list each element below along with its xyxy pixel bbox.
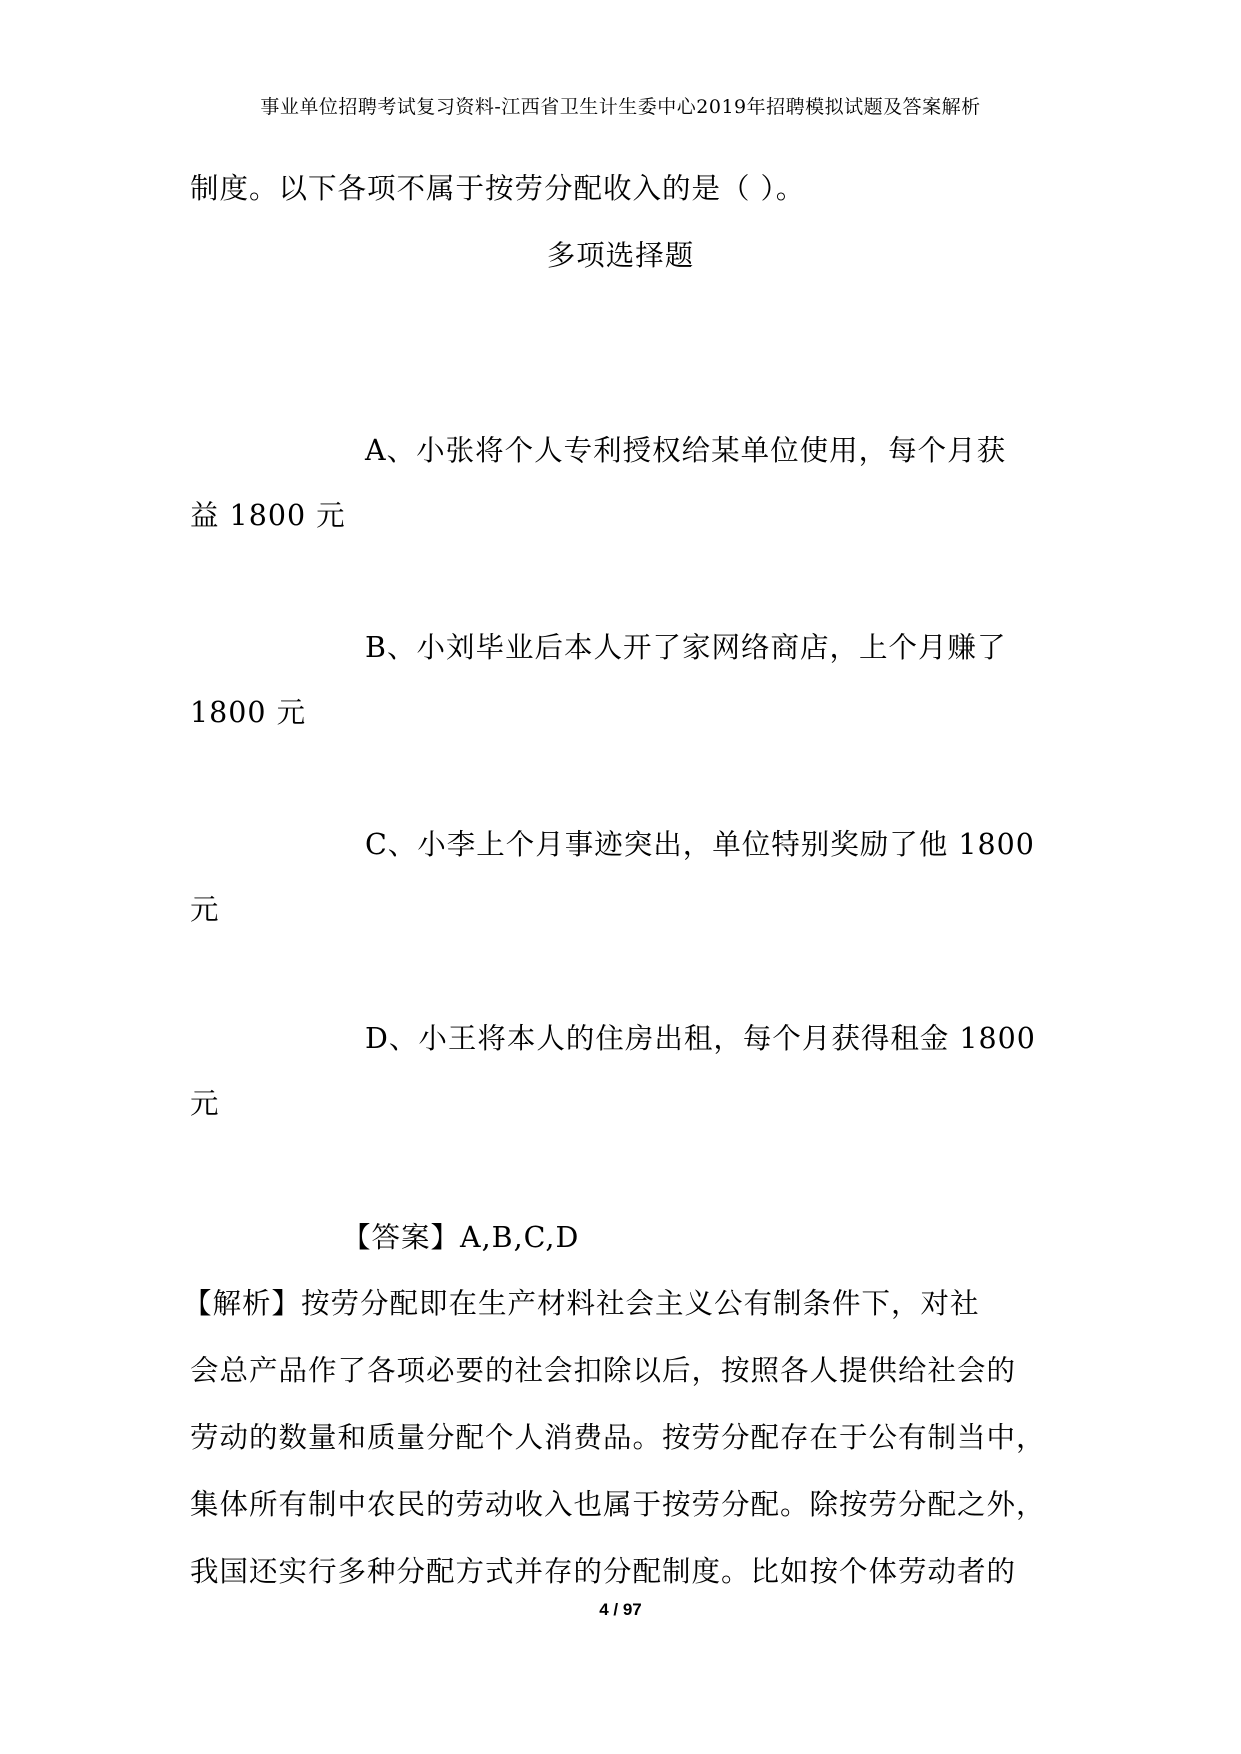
- option-c-line-2: 元: [190, 893, 220, 926]
- option-c-line-1: C、小李上个月事迹突出，单位特别奖励了他 1800: [365, 828, 1035, 861]
- option-b-line-2: 1800 元: [190, 696, 307, 729]
- page-number: 4 / 97: [599, 1600, 642, 1619]
- explanation-line: 集体所有制中农民的劳动收入也属于按劳分配。除按劳分配之外，: [190, 1488, 1046, 1521]
- option-a-line-1: A、小张将个人专利授权给某单位使用，每个月获: [365, 434, 1007, 467]
- question-stem-tail: 制度。以下各项不属于按劳分配收入的是（ ）。: [190, 172, 806, 205]
- page-header: 事业单位招聘考试复习资料-江西省卫生计生委中心2019年招聘模拟试题及答案解析: [260, 96, 981, 118]
- question-type-label: 多项选择题: [546, 239, 695, 272]
- option-d-line-1: D、小王将本人的住房出租，每个月获得租金 1800: [365, 1022, 1036, 1055]
- option-d-line-2: 元: [190, 1087, 220, 1120]
- explanation-line: 我国还实行多种分配方式并存的分配制度。比如按个体劳动者的: [190, 1555, 1017, 1588]
- option-a-line-2: 益 1800 元: [190, 499, 346, 532]
- explanation-line: 会总产品作了各项必要的社会扣除以后，按照各人提供给社会的: [190, 1354, 1017, 1387]
- explanation-line: 【解析】按劳分配即在生产材料社会主义公有制条件下，对社: [183, 1287, 980, 1320]
- explanation-line: 劳动的数量和质量分配个人消费品。按劳分配存在于公有制当中，: [190, 1421, 1046, 1454]
- answer-line: 【答案】A,B,C,D: [342, 1221, 580, 1254]
- option-b-line-1: B、小刘毕业后本人开了家网络商店，上个月赚了: [365, 631, 1007, 664]
